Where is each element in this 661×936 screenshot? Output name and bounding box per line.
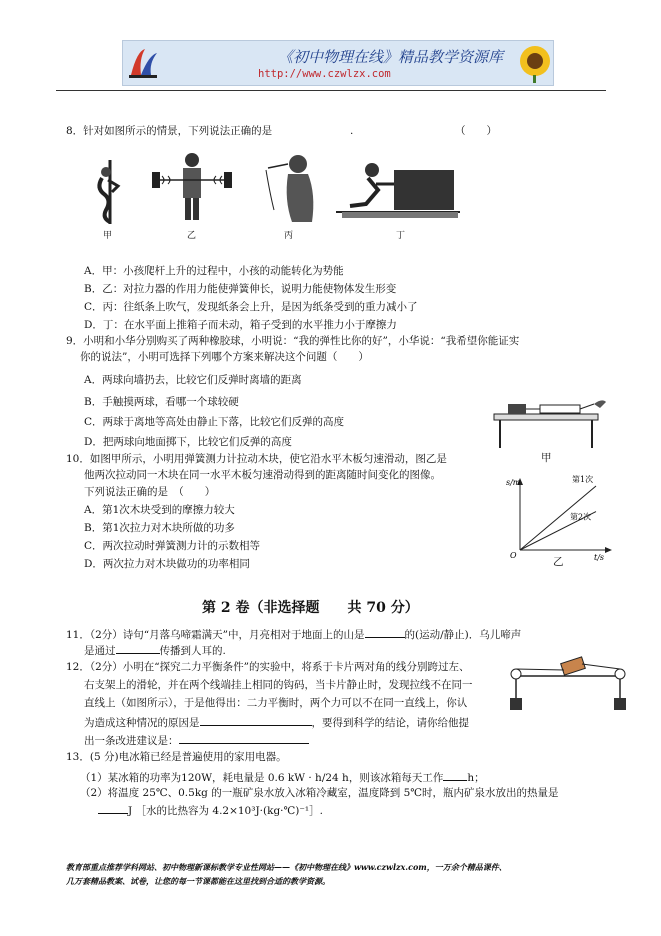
- q8-stem: 8．针对如图所示的情景，下列说法正确的是: [66, 125, 273, 137]
- q12-line5: [84, 732, 309, 749]
- banner-url[interactable]: http://www.czwlzx.com: [258, 68, 391, 80]
- q9-option-d: D．把两球向地面掷下，比较它们反弹的高度: [84, 436, 292, 448]
- q9-line2: 你的说法”，小明可选择下列哪个方案来解决这个问题（ ）: [80, 351, 369, 363]
- q8-figure-ding-pushing-box-icon: [336, 160, 460, 222]
- q12-line4: [84, 714, 469, 731]
- q10-option-a: A．第1次木块受到的摩擦力较大: [84, 504, 235, 516]
- q8-dot: .: [350, 125, 354, 137]
- q12-text-a: 为造成这种情况的原因是: [84, 717, 200, 729]
- site-logo-icon: [127, 45, 159, 81]
- q8-caption-yi: 乙: [187, 231, 197, 241]
- footer-line2: 几万套精品教案、试卷，让您的每一节课都能在这里找到合适的教学资源。: [66, 876, 330, 886]
- q9-line1: 9．小明和小华分别购买了两种橡胶球，小明说：“我的弹性比你的好”，小华说：“我希望你能证实: [66, 335, 520, 347]
- q10-line2: 他两次拉动同一木块在同一水平木板匀速滑动得到的距离随时间变化的图像。: [84, 469, 441, 481]
- q10-line3: 下列说法正确的是 （ ）: [84, 486, 216, 498]
- q8-option-c: C．丙：往纸条上吹气，发现纸条会上升，是因为纸条受到的重力减小了: [84, 301, 418, 313]
- q10-option-d: D．两次拉力对木块做功的功率相同: [84, 558, 250, 570]
- q13-blank-1[interactable]: [443, 769, 467, 781]
- q12-text-b: ，要得到科学的结论，请你给他提: [311, 717, 469, 729]
- q9-option-b: B．手触摸两球，看哪一个球较硬: [84, 396, 239, 408]
- q9-option-a: A．两球向墙扔去，比较它们反弹时离墙的距离: [84, 374, 302, 386]
- q12-blank-2[interactable]: [179, 732, 309, 744]
- q8-option-a: A．甲：小孩爬杆上升的过程中，小孩的动能转化为势能: [84, 265, 344, 277]
- q11-line2: [84, 642, 226, 659]
- q13-text-a: （1）某冰箱的功率为120W，耗电量是 0.6 kW · h/24 h，则该冰箱每天工作: [80, 772, 444, 784]
- q8-caption-bing: 丙: [284, 231, 294, 241]
- q8-option-b: B．乙：对拉力器的作用力能使弹簧伸长，说明力能使物体发生形变: [84, 283, 397, 295]
- q8-figure-jia-climbing-icon: [90, 160, 130, 224]
- q12-line2: 右支架上的滑轮，并在两个线端挂上相同的钩码，当卡片静止时，发现拉线不在同一: [84, 679, 473, 691]
- q10-line1: 10．如图甲所示，小明用弹簧测力计拉动木块，使它沿水平木板匀速滑动，图乙是: [66, 453, 447, 465]
- q11-text-b: 的(运动/静止)．乌儿啼声: [404, 629, 522, 641]
- q11-blank-2[interactable]: [116, 642, 160, 654]
- q10-figure-jia-label: 甲: [541, 452, 552, 464]
- q10-figure-yi-label: 乙: [553, 556, 564, 568]
- chart-series-label-1: 第1次: [572, 475, 594, 484]
- q13-part2: （2）将温度 25℃、0.5kg 的一瓶矿泉水放入冰箱冷藏室，温度降到 5℃时，瓶内矿泉水放出的热量是: [80, 787, 559, 799]
- q12-text-c: 出一条改进建议是：: [84, 735, 179, 747]
- header-rule: [56, 90, 606, 91]
- q13-blank-2[interactable]: [98, 802, 128, 814]
- q13-text-c: J ［水的比热容为 4.2×10³J·(kg·℃)⁻¹］.: [128, 805, 323, 817]
- chart-x-arrow: [605, 547, 612, 553]
- q8-figure-bing-blowing-icon: [262, 150, 322, 222]
- q12-blank-1[interactable]: [200, 714, 312, 726]
- q8-answer-paren: （ ）: [455, 125, 497, 137]
- q11-text-c: 是通过: [84, 645, 116, 657]
- chart-origin-label: O: [510, 551, 517, 560]
- q12-figure-pulley-card-icon: [508, 656, 628, 720]
- sunflower-icon: [515, 43, 553, 83]
- q8-caption-ding: 丁: [396, 231, 406, 241]
- footer-line1: 教育部重点推荐学科网站、初中物理新课标教学专业性网站——《初中物理在线》www.czwlzx.com，一万余个精品课件、: [66, 862, 507, 872]
- q12-line1: 12．（2分）小明在“探究二力平衡条件”的实验中，将系于卡片两对角的线分别跨过左、: [66, 661, 470, 673]
- q8-option-d: D．丁：在水平面上推箱子而未动，箱子受到的水平推力小于摩擦力: [84, 319, 397, 331]
- q11-text-a: 11．（2分）诗句“月落乌啼霜满天”中，月亮相对于地面上的山是: [66, 629, 365, 641]
- q10-figure-jia-spring-scale-icon: [494, 392, 608, 448]
- q8-figure-yi-expander-icon: [152, 150, 232, 222]
- q13-stem: 13．(5 分)电冰箱已经是普遍使用的家用电器。: [66, 751, 287, 763]
- q11-line1: [66, 626, 521, 643]
- q13-part2-cont: [98, 802, 323, 819]
- q10-option-b: B．第1次拉力对木块所做的功多: [84, 522, 235, 534]
- q13-text-b: h；: [467, 772, 485, 784]
- q11-text-d: 传播到人耳的.: [159, 645, 226, 657]
- q10-s-t-chart: [498, 476, 618, 560]
- q8-caption-jia: 甲: [103, 231, 113, 241]
- banner-title: 《初中物理在线》精品教学资源库: [278, 48, 504, 66]
- chart-ylabel: s/m: [506, 478, 521, 487]
- chart-xlabel: t/s: [594, 553, 605, 562]
- q10-option-c: C．两次拉动时弹簧测力计的示数相等: [84, 540, 261, 552]
- section2-title: 第 2 卷（非选择题 共 70 分）: [202, 600, 419, 616]
- chart-series-label-2: 第2次: [570, 512, 592, 522]
- q12-line3: 直线上（如图所示），于是他得出：二力平衡时，两个力可以不在同一直线上，你认: [84, 697, 468, 709]
- q11-blank-1[interactable]: [365, 626, 405, 638]
- q9-option-c: C．两球于离地等高处由静止下落，比较它们反弹的高度: [84, 416, 345, 428]
- q13-part1: [80, 769, 485, 786]
- header-banner: [122, 40, 554, 86]
